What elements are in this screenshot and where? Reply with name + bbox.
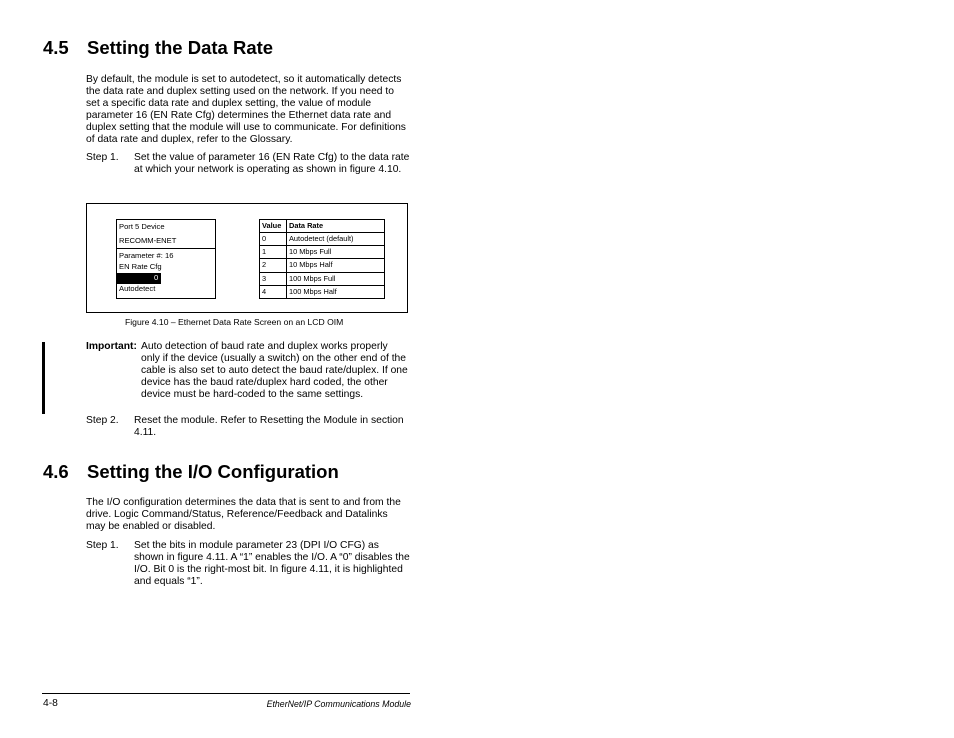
table-cell-value: 0: [262, 234, 267, 243]
section-4-6-intro: The I/O configuration determines the data that is sent to and from the drive. Logic Command/Status, Reference/Feedback and Datalinks may be enabled or disabled.: [86, 497, 401, 532]
table-cell-data-rate: 10 Mbps Half: [289, 260, 333, 269]
step-label: Step 1.: [86, 540, 119, 551]
important-first-line: Auto detection of baud rate and duplex works properly: [141, 341, 388, 352]
lcd-divider: [116, 248, 216, 249]
step-label: Step 1.: [86, 152, 119, 163]
step-text: Set the bits in module parameter 23 (DPI I/O CFG) as shown in figure 4.11. A “1” enables the I/O. A “0” disables the I/O. Bit 0 is the right-most bit. In figure 4.11, it is highlighted and equals “1”.: [134, 540, 410, 587]
change-bar: [42, 342, 45, 414]
lcd-value: 0: [154, 273, 159, 282]
table-header-data-rate: Data Rate: [289, 221, 324, 230]
section-title: Setting the I/O Configuration: [87, 461, 339, 482]
table-cell-value: 1: [262, 247, 267, 256]
important-text: only if the device (usually a switch) on the other end of the cable is also set to auto detect the baud rate/duplex. If one device has the baud rate/duplex hard coded, the other device must be hard-coded to the same settings.: [141, 353, 408, 400]
footer-rule: [42, 693, 410, 694]
section-4-6-heading: [43, 461, 339, 483]
lcd-line-parameter: Parameter #: 16: [119, 251, 174, 260]
step-label: Step 2.: [86, 415, 119, 426]
table-cell-data-rate: 10 Mbps Full: [289, 247, 332, 256]
lcd-line-device: RECOMM-ENET: [119, 236, 177, 245]
table-cell-data-rate: Autodetect (default): [289, 234, 354, 243]
lcd-line-param-name: EN Rate Cfg: [119, 262, 162, 271]
table-header-value: Value: [262, 221, 282, 230]
table-cell-value: 3: [262, 274, 267, 283]
step-text: Set the value of parameter 16 (EN Rate Cfg) to the data rate at which your network is operating as shown in figure 4.10.: [134, 152, 410, 175]
lcd-line-value-text: Autodetect: [119, 284, 156, 293]
page-number: 4-8: [43, 698, 58, 709]
figure-caption: Figure 4.10 – Ethernet Data Rate Screen on an LCD OIM: [125, 317, 344, 327]
section-title: Setting the Data Rate: [87, 37, 274, 58]
table-cell-value: 4: [262, 287, 267, 296]
lcd-line-port: Port 5 Device: [119, 222, 165, 231]
footer-doc-title: EtherNet/IP Communications Module: [266, 699, 411, 709]
section-number: 4.5: [43, 37, 69, 58]
table-cell-data-rate: 100 Mbps Full: [289, 274, 336, 283]
table-cell-data-rate: 100 Mbps Half: [289, 287, 337, 296]
table-column-divider: [286, 219, 287, 299]
section-4-5-heading: [43, 37, 274, 59]
important-label: Important:: [86, 341, 137, 352]
section-number: 4.6: [43, 461, 69, 482]
section-4-5-intro: By default, the module is set to autodetect, so it automatically detects the data rate and duplex setting used on the network. If you need to set a specific data rate and duplex setting, the value of module parameter 16 (EN Rate Cfg) determines the Ethernet data rate and duplex setting that the module will use to communicate. For definitions of data rate and duplex, refer to the Glossary.: [86, 74, 406, 145]
step-text: Reset the module. Refer to Resetting the Module in section 4.11.: [134, 415, 404, 438]
table-cell-value: 2: [262, 260, 267, 269]
